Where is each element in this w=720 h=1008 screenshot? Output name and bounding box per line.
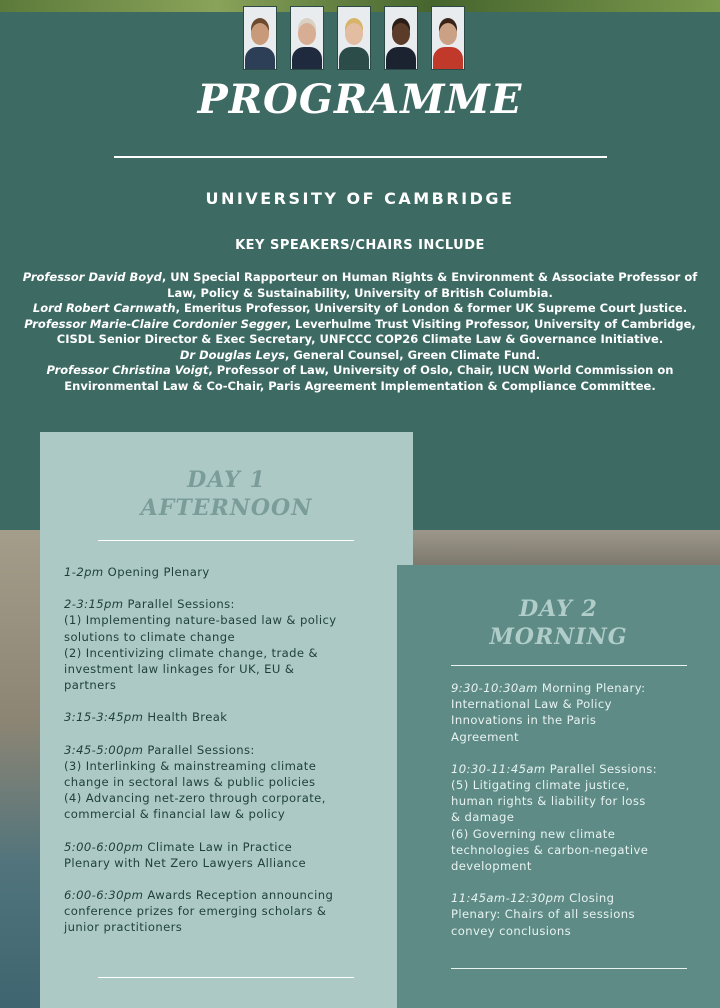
session-line — [64, 839, 404, 855]
day1-session — [64, 709, 404, 725]
session-text: (2) Incentivizing climate change, trade & — [64, 645, 318, 660]
speaker-name: Dr Douglas Leys — [179, 347, 285, 362]
speaker-description: , General Counsel, Green Climate Fund. — [284, 347, 541, 362]
session-text: commercial & financial law & policy — [64, 807, 286, 822]
session-text: solutions to climate change — [64, 629, 236, 644]
session-line — [451, 809, 711, 825]
speaker-head — [439, 23, 457, 45]
speaker-description: , Emeritus Professor, University of London & former UK Supreme Court Justice. — [175, 301, 688, 315]
session-text: Opening Plenary — [103, 565, 210, 579]
speaker-photo-4 — [384, 6, 418, 70]
day2-session — [451, 680, 711, 745]
day2-title-line1: DAY 2 — [519, 596, 598, 622]
session-line — [64, 661, 404, 677]
session-text: human rights & liability for loss — [451, 794, 646, 809]
session-text: (4) Advancing net-zero through corporate, — [64, 791, 326, 806]
session-text: junior practitioners — [64, 920, 183, 935]
session-line — [64, 564, 404, 580]
university-name: UNIVERSITY OF CAMBRIDGE — [205, 189, 515, 208]
speaker-name: Professor Marie-Claire Cordonier Segger — [24, 316, 287, 331]
session-time: 6:00-6:30pm — [64, 888, 144, 903]
speaker-description: , UN Special Rapporteur on Human Rights & Environment & Associate Professor of Law, Policy & Sustainability, University of British Columbia. — [161, 270, 698, 300]
session-line — [64, 790, 404, 806]
speaker-torso — [292, 47, 322, 69]
session-line — [451, 793, 711, 809]
session-line — [451, 826, 711, 842]
session-line — [451, 858, 711, 874]
session-text: Parallel Sessions: — [123, 597, 235, 612]
day1-title-line1: DAY 1 — [187, 467, 266, 493]
session-text: Parallel Sessions: — [545, 761, 658, 776]
day2-title — [397, 595, 720, 651]
session-time: 5:00-6:00pm — [64, 839, 144, 854]
speaker-photos — [243, 6, 465, 70]
speaker-entry — [20, 317, 700, 348]
speaker-torso — [339, 47, 369, 69]
speaker-name: Professor David Boyd — [22, 270, 162, 284]
day1-session — [64, 839, 404, 871]
session-text: investment law linkages for UK, EU & — [64, 662, 295, 677]
speakers-list — [20, 270, 700, 394]
day1-session — [64, 887, 404, 936]
session-time: 3:15-3:45pm — [64, 710, 144, 725]
speaker-head — [251, 23, 269, 45]
programme-title: PROGRAMME — [197, 76, 523, 123]
speaker-entry — [20, 363, 700, 394]
speaker-name: Lord Robert Carnwath — [32, 301, 176, 315]
session-text: development — [451, 859, 532, 874]
session-time: 1-2pm — [64, 565, 104, 579]
speaker-description: , Professor of Law, University of Oslo, Chair, IUCN World Commission on Environmental Law & Co-Chair, Paris Agreement Implementation & Compliance Committee. — [64, 363, 674, 393]
speaker-head — [298, 23, 316, 45]
session-line — [64, 919, 404, 935]
day2-session — [451, 890, 711, 939]
speaker-photo-3 — [337, 6, 371, 70]
speaker-torso — [245, 47, 275, 69]
session-line — [64, 596, 404, 612]
session-line — [451, 842, 711, 858]
day1-session — [64, 596, 404, 693]
speaker-entry — [20, 301, 700, 317]
session-text: Parallel Sessions: — [143, 742, 255, 757]
day1-divider-bottom — [98, 977, 354, 978]
session-text: Awards Reception announcing — [143, 888, 334, 903]
session-time: 9:30-10:30am — [451, 681, 538, 695]
day1-title — [40, 466, 413, 522]
session-line — [64, 855, 404, 871]
session-time: 3:45-5:00pm — [64, 742, 144, 757]
session-text: Innovations in the Paris — [451, 713, 597, 728]
session-line — [64, 774, 404, 790]
day2-schedule — [451, 680, 711, 955]
session-line — [451, 906, 711, 922]
day2-divider-top — [451, 665, 687, 666]
speaker-head — [345, 23, 363, 45]
day2-divider-bottom — [451, 968, 687, 969]
speaker-description: , Leverhulme Trust Visiting Professor, University of Cambridge, CISDL Senior Director & Exec Secretary, UNFCCC COP26 Climate Law & Governance Initiative. — [56, 316, 696, 346]
speaker-entry — [20, 348, 700, 364]
speaker-torso — [386, 47, 416, 69]
session-text: technologies & carbon-negative — [451, 842, 649, 857]
session-text: (3) Interlinking & mainstreaming climate — [64, 758, 317, 773]
session-text: partners — [64, 678, 117, 693]
session-line — [451, 890, 711, 906]
speaker-torso — [433, 47, 463, 69]
session-text: Health Break — [143, 710, 228, 725]
day1-divider-top — [98, 540, 354, 541]
session-line — [64, 677, 404, 693]
session-text: Plenary with Net Zero Lawyers Alliance — [64, 855, 307, 870]
title-divider — [114, 156, 607, 158]
session-text: Closing — [565, 891, 615, 906]
session-text: Climate Law in Practice — [143, 839, 293, 854]
session-text: conference prizes for emerging scholars & — [64, 904, 327, 919]
session-text: & damage — [451, 810, 515, 825]
session-text: (1) Implementing nature-based law & policy — [64, 613, 337, 628]
session-line — [64, 887, 404, 903]
session-line — [451, 712, 711, 728]
day1-card — [40, 432, 413, 1008]
session-text: change in sectoral laws & public policies — [64, 775, 316, 790]
session-line — [64, 612, 404, 628]
key-speakers-heading: KEY SPEAKERS/CHAIRS INCLUDE — [235, 238, 485, 253]
session-time: 2-3:15pm — [64, 597, 124, 612]
session-text: (5) Litigating climate justice, — [451, 778, 630, 793]
speaker-photo-2 — [290, 6, 324, 70]
session-line — [64, 709, 404, 725]
session-line — [451, 761, 711, 777]
background-bridge-arch — [412, 530, 720, 566]
speaker-photo-5 — [431, 6, 465, 70]
background-stone-pillar — [0, 530, 40, 1008]
day2-session — [451, 761, 711, 874]
session-text: Plenary: Chairs of all sessions — [451, 907, 635, 922]
session-line — [451, 680, 711, 696]
speaker-head — [392, 23, 410, 45]
session-time: 10:30-11:45am — [451, 761, 546, 776]
session-line — [64, 742, 404, 758]
day1-title-line2: AFTERNOON — [140, 495, 313, 521]
session-line — [451, 696, 711, 712]
session-text: (6) Governing new climate — [451, 826, 616, 841]
session-line — [451, 729, 711, 745]
day1-session — [64, 564, 404, 580]
day2-card — [397, 565, 720, 1008]
speaker-entry — [20, 270, 700, 301]
session-text: International Law & Policy — [451, 697, 612, 712]
session-line — [451, 777, 711, 793]
day1-schedule — [64, 564, 404, 952]
speaker-name: Professor Christina Voigt — [46, 363, 209, 377]
session-text: convey conclusions — [451, 923, 572, 938]
session-line — [64, 903, 404, 919]
session-line — [64, 629, 404, 645]
session-line — [64, 806, 404, 822]
session-line — [451, 923, 711, 939]
session-line — [64, 645, 404, 661]
session-time: 11:45am-12:30pm — [451, 891, 566, 906]
day1-session — [64, 742, 404, 823]
session-text: Agreement — [451, 729, 519, 744]
session-line — [64, 758, 404, 774]
session-text: Morning Plenary: — [537, 681, 646, 695]
day2-title-line2: MORNING — [489, 624, 628, 650]
speaker-photo-1 — [243, 6, 277, 70]
